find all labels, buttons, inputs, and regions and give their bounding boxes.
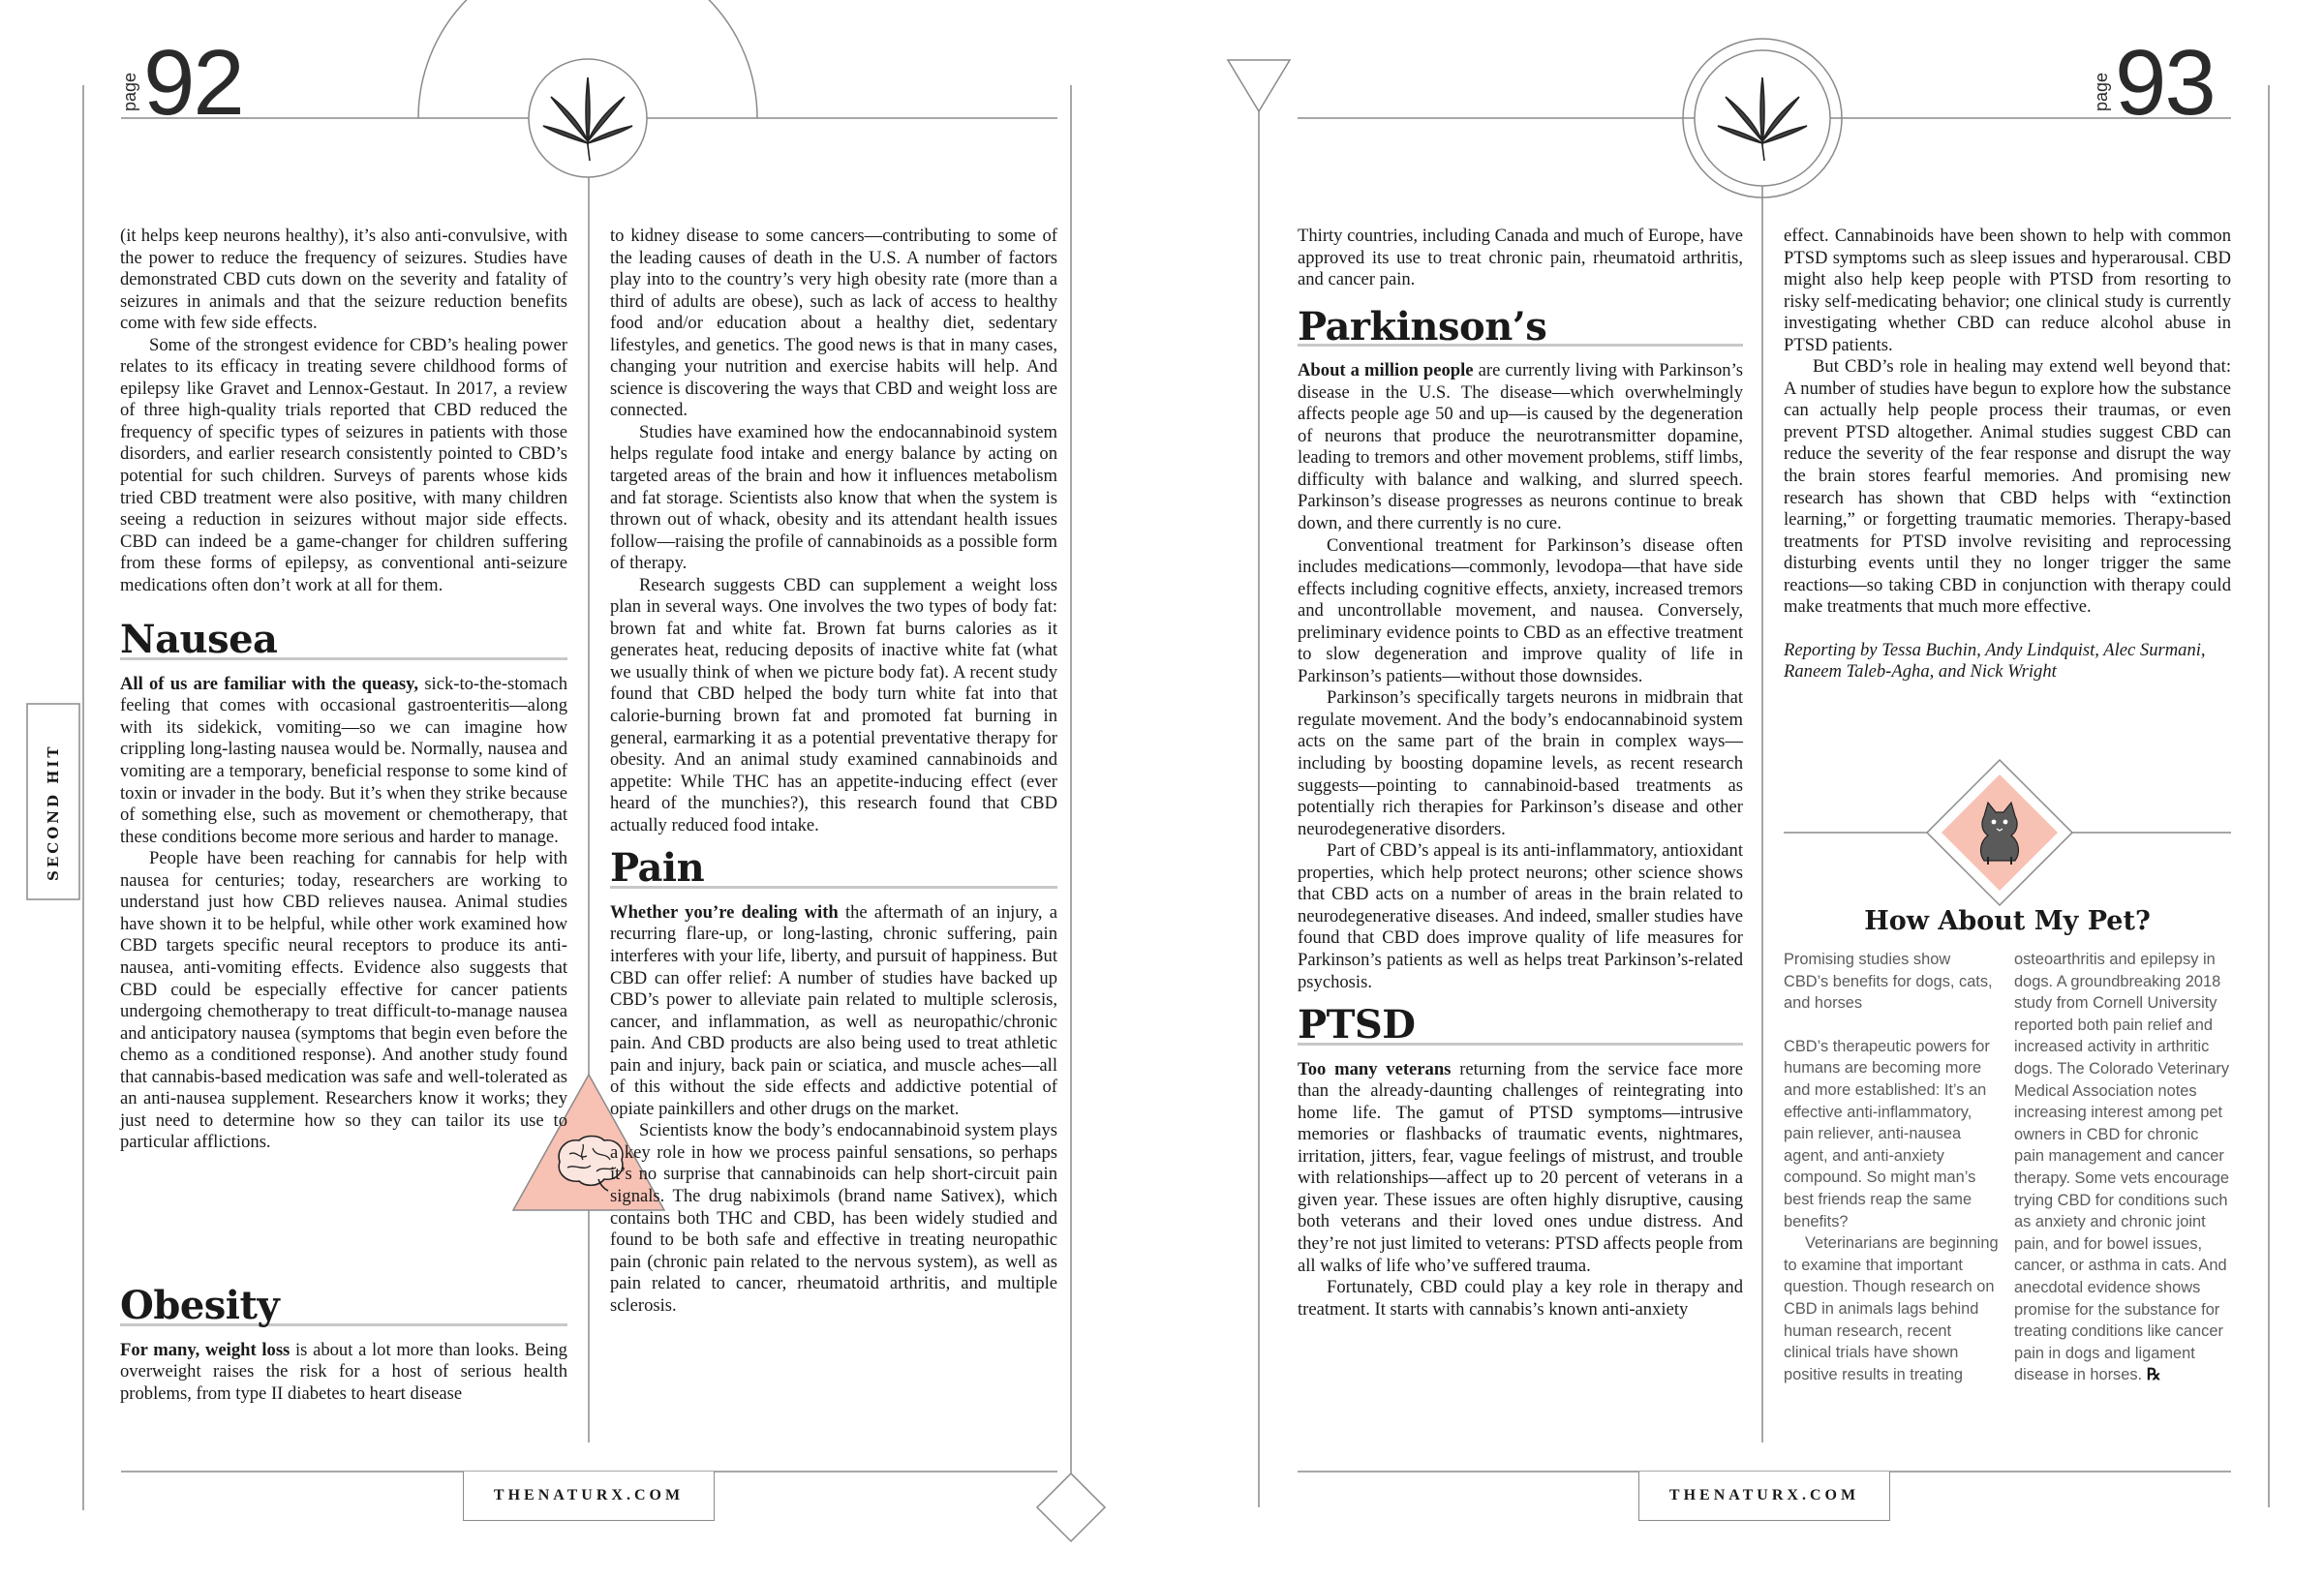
paragraph: returning from the service face more than the already-daunting challenges of reintegrating into home life. The gamut of PTSD symptoms—intrusive memories or flashbacks of traumatic events, nightmares, irritation, jitters, fear, vague feelings of mistrust, and trouble with relationships—affect up to 20 percent of veterans in a given year. These issues are often highly disruptive, causing both veterans and their loved ones undue distress. And they’re not just limited to veterans: PTSD affects people from all walks of life who’ve suffered trauma. xyxy=(1298,1058,1743,1276)
footer-url[interactable]: THENATURX.COM xyxy=(1638,1472,1890,1521)
lead-in: For many, weight loss xyxy=(120,1339,290,1360)
paragraph: effect. Cannabinoids have been shown to help with common PTSD symptoms such as sleep issues and hyperarousal. CBD might also help keep people with PTSD from resorting to risky self-medicating behavior; one clinical study is currently investigating whether CBD can reduce alcohol abuse in PTSD patients. xyxy=(1784,226,2231,355)
cat-icon xyxy=(1971,799,2029,866)
paragraph: is about a lot more than looks. Being overweight raises the risk for a host of serious health problems, from type II diabetes to heart disease xyxy=(120,1339,567,1404)
paragraph: Research suggests CBD can supplement a weight loss plan in several ways. One involves the two types of body fat: brown fat and white fat. Brown fat burns calories as it generates heat, reducing deposits of inactive white fat (what we usually think of when we picture body fat). A recent study found that CBD helped the body turn white fat into that calorie-burning brown fat and promoted fat burning in general, earmarking it as a potential preventative therapy for obesity. And an animal study examined cannabinoids and appetite: While THC has an appetite-inducing effect (ever heard of the munchies?), this research found that CBD actually reduced food intake. xyxy=(610,574,1057,835)
section-heading-pain: Pain xyxy=(610,858,1057,889)
paragraph: Some of the strongest evidence for CBD’s healing power relates to its efficacy in treating severe childhood forms of epilepsy like Gravet and Lennox-Gestaut. In 2017, a review of three high-quality trials reported that CBD reduced the frequency of specific types of seizures in patients with those disorders, and earlier research consistently pointed to CBD’s potential for such children. Surveys of parents whose kids tried CBD treatment were also positive, with many children seeing a reduction in seizures without major side effects. CBD can indeed be a game-changer for children suffering from these forms of epilepsy, as conventional anti-seizure medications often don’t work at all for them. xyxy=(120,334,567,595)
right-column-1 xyxy=(1298,226,1743,1321)
credits: Reporting by Tessa Buchin, Andy Lindquist, Alec Surmani, Raneem Taleb-Agha, and Nick Wright xyxy=(1784,639,2206,683)
lead-in: Whether you’re dealing with xyxy=(610,901,839,923)
paragraph: (it helps keep neurons healthy), it’s also anti-convulsive, with the power to reduce the frequency of seizures. Studies have demonstrated CBD cuts down on the severity and fatality of seizures in animals and that the seizure reduction benefits come with few side effects. xyxy=(120,226,567,334)
page-number: 92 xyxy=(143,31,243,135)
section-tab: SECOND HIT xyxy=(45,744,62,881)
sidebar-column-left xyxy=(1784,949,1999,1385)
section-heading-parkinsons: Parkinson’s xyxy=(1298,317,1743,348)
cannabis-leaf-icon xyxy=(539,70,636,167)
lead-in: All of us are familiar with the queasy, xyxy=(120,673,419,694)
paragraph: to kidney disease to some cancers—contributing to some of the leading causes of death in the U.S. A number of factors play into to the country’s very high obesity rate (more than a third of adults are obese), such as lack of access to healthy food and/or education about a healthy diet, sedentary lifestyles, and genetics. The good news is that in many cases, changing your nutrition and exercise habits will help. And science is discovering the ways that CBD and weight loss are connected. xyxy=(610,226,1057,421)
paragraph: Conventional treatment for Parkinson’s disease often includes medications—commonly, levodopa—that have side effects including cognitive effects, anxiety, increased tremors and uncontrollable movement, and nausea. Conversely, preliminary evidence points to CBD as an effective treatment to slow degeneration and improve quality of life in Parkinson’s patients—without those downsides. xyxy=(1298,534,1743,686)
section-heading-ptsd: PTSD xyxy=(1298,1015,1743,1046)
paragraph: Thirty countries, including Canada and much of Europe, have approved its use to treat chronic pain, rheumatoid arthritis, and cancer pain. xyxy=(1298,226,1743,290)
page-number: 93 xyxy=(2115,31,2215,135)
paragraph: Scientists know the body’s endocannabinoid system plays a key role in how we process painful sensations, so perhaps it’s no surprise that cannabinoids can help short-circuit pain signals. The drug nabiximols (brand name Sativex), which contains both THC and CBD, has been widely studied and found to be both safe and effective in treating neuropathic pain (chronic pain related to the nervous system), as well as pain related to cancer, rheumatoid arthritis, and multiple sclerosis. xyxy=(610,1120,1057,1316)
sidebar-title: How About My Pet? xyxy=(1864,906,2151,936)
paragraph: Part of CBD’s appeal is its anti-inflammatory, antioxidant properties, which help protect neurons; other science shows that CBD acts on a number of areas in the brain related to neurodegenerative diseases. And indeed, smaller studies have found that CBD does improve quality of life measures for Parkinson’s patients as well as helps treat Parkinson’s-related psychosis. xyxy=(1298,840,1743,992)
left-column-1 xyxy=(120,226,567,1154)
paragraph: But CBD’s role in healing may extend well beyond that: A number of studies have begun to explore how the substance can actually help people process their traumas, or even prevent PTSD altogether. Animal studies suggest CBD can reduce the severity of the fear response and disrupt the way the brain stores fearful memories. And promising new research has shown that CBD helps with “extinction learning,” or forgetting traumatic memories. Therapy-based treatments for PTSD involve revisiting and reprocessing disturbing events until they no longer trigger the same reactions—so taking CBD in conjunction with therapy could make treatments that much more effective. xyxy=(1784,356,2231,618)
paragraph: People have been reaching for cannabis for help with nausea for centuries; today, researchers are working to understand just how CBD relieves nausea. Animal studies have shown it to be helpful, while other work examined how CBD targets specific neural receptors to produce its anti-nausea, anti-vomiting effects. Evidence also suggests that CBD could be especially effective for cancer patients undergoing chemotherapy to treat difficult-to-manage nausea and anticipatory nausea (symptoms that begin even before the chemo as a conditioned response). And another study found that cannabis-based medication was safe and well-tolerated as an anti-nausea supplement. Researchers know it works; they just need to determine how so they can tailor its use to particular afflictions. xyxy=(120,848,567,1153)
sidebar-paragraph: osteoarthritis and epilepsy in dogs. A groundbreaking 2018 study from Cornell University reported both pain relief and increased activity in arthritic dogs. The Colorado Veterinary Medical Association notes increasing interest among pet owners in CBD for chronic pain management and cancer therapy. Some vets encourage trying CBD for conditions such as anxiety and chronic joint pain, and for bowel issues, cancer, or asthma in cats. And anecdotal evidence shows promise for the substance for treating conditions like cancer pain in dogs and ligament disease in horses. xyxy=(2014,951,2230,1384)
section-heading-nausea: Nausea xyxy=(120,629,567,660)
sidebar-column-right xyxy=(2014,949,2231,1386)
paragraph: Parkinson’s specifically targets neurons in midbrain that regulate movement. And the body’s endocannabinoid system acts on the same part of the brain in complex ways—including by boosting dopamine levels, as recent research suggests—pointing to cannabinoid-based treatments as potentially rich therapies for Parkinson’s disease and other neurodegenerative disorders. xyxy=(1298,687,1743,839)
lead-in: About a million people xyxy=(1298,360,1474,381)
lead-in: Too many veterans xyxy=(1298,1058,1452,1079)
left-column-1-bottom xyxy=(120,1283,567,1405)
paragraph: are currently living with Parkinson’s disease in the U.S. The disease—which overwhelmingly affects people age 50 and up—is caused by the degeneration of neurons that produce the neurotransmitter dopamine, leading to tremors and other movement problems, stiff limbs, difficulty with balance and walking, and slurred speech. Parkinson’s disease progresses as neurons continue to break down, and there currently is no cure. xyxy=(1298,360,1743,534)
paragraph: the aftermath of an injury, a recurring flare-up, or long-lasting, chronic suffering, pain interferes with your life, liberty, and pursuit of happiness. But CBD can offer relief: A number of studies have backed up CBD’s power to alleviate pain related to multiple sclerosis, cancer, and inflammation, as well as neuropathic/chronic pain. And CBD products are also being used to treat athletic pain and injury, back pain or sciatica, and muscle aches—all of this without the side effects and addictive potential of opiate painkillers and other drugs on the market. xyxy=(610,901,1057,1119)
sidebar-paragraph: Veterinarians are beginning to examine that important question. Though research on CBD in animals lags behind human research, recent clinical trials have shown positive results in treating xyxy=(1784,1234,1999,1383)
sidebar-paragraph: CBD’s therapeutic powers for humans are becoming more and more established: It’s an effective anti-inflammatory, pain reliever, anti-nausea agent, and anti-anxiety compound. So might man’s best friends reap the same benefits? xyxy=(1784,1037,1990,1230)
page-label: page xyxy=(120,72,139,111)
page-label: page xyxy=(2092,72,2111,111)
section-heading-obesity: Obesity xyxy=(120,1295,567,1326)
footer-url[interactable]: THENATURX.COM xyxy=(463,1472,715,1521)
paragraph: Studies have examined how the endocannabinoid system helps regulate food intake and energy balance by acting on targeted areas of the brain and how it influences metabolism and fat storage. Scientists also know that when the system is thrown out of whack, obesity and its attendant health issues follow—raising the profile of cannabinoids as a possible form of therapy. xyxy=(610,421,1057,574)
left-column-2 xyxy=(610,226,1057,1317)
cannabis-leaf-icon xyxy=(1714,70,1811,167)
paragraph: Fortunately, CBD could play a key role in therapy and treatment. It starts with cannabis’s known anti-anxiety xyxy=(1298,1277,1743,1320)
paragraph: sick-to-the-stomach feeling that comes with occasional gastroenteritis—along with its sidekick, vomiting—so we can imagine how crippling long-lasting nausea would be. Normally, nausea and vomiting are a temporary, beneficial response to some kind of toxin or invader in the body. But it’s when they strike because of something else, such as movement or chemotherapy, that these conditions become more serious and harder to manage. xyxy=(120,673,567,847)
sidebar-deck: Promising studies show CBD’s benefits for dogs, cats, and horses xyxy=(1784,951,1993,1013)
right-column-2 xyxy=(1784,226,2231,683)
end-mark: ℞ xyxy=(2146,1365,2161,1384)
